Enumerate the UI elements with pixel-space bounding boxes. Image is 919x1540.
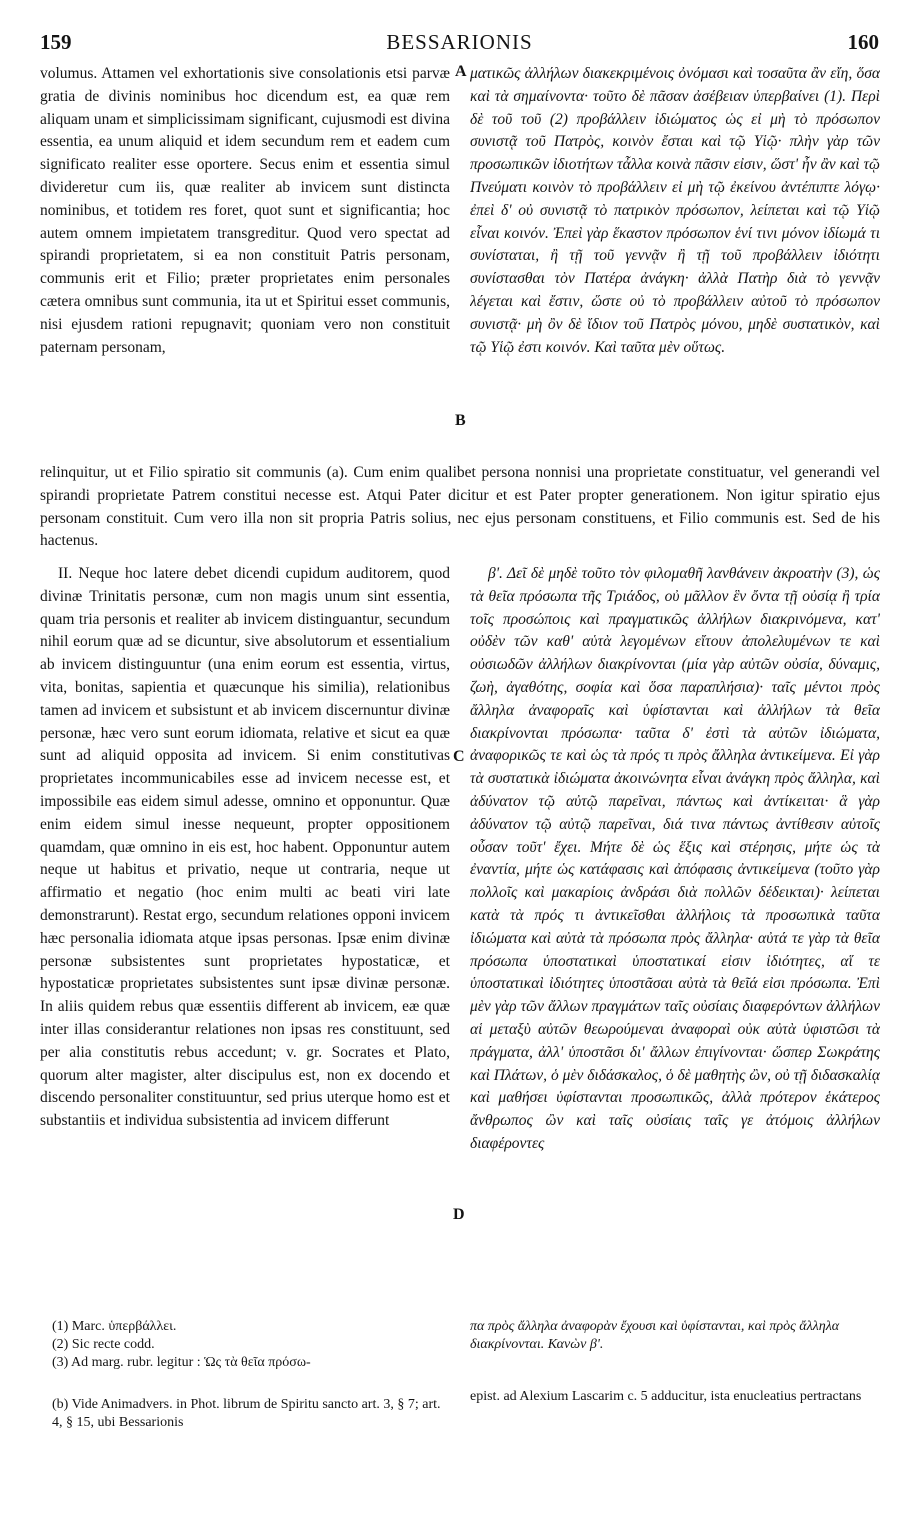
margin-letter-d: D — [453, 1206, 465, 1223]
greek-column-bottom — [470, 563, 880, 1301]
full-width-text: relinquitur, ut et Filio spiratio sit communis (a). Cum enim qualibet persona nonnisi una proprietate constituatur, vel generandi vel spirandi proprietate Patrem constitui necesse est. Atqui Pater dicitur et est Pater propter generationem. Non igitur spiratio ejus personam constituit. Cum vero illa non sit propria Patris solius, nec ejus personam constituens, et Filio communis est. Sed de his hactenus. — [40, 464, 880, 550]
latin-column-bottom — [40, 563, 450, 1301]
page-number-right: 160 — [847, 30, 879, 54]
page-number-left: 159 — [40, 30, 72, 54]
footnotes-right — [470, 1318, 880, 1406]
footnote-b: (b) Vide Animadvers. in Phot. librum de Spiritu sancto art. 3, § 7; art. 4, § 15, ubi Bessarionis — [52, 1397, 441, 1430]
footnote-continuation-latin: epist. ad Alexium Lascarim c. 5 adducitur, ista enucleatius pertractans — [470, 1389, 862, 1404]
margin-letter-b: B — [455, 412, 466, 429]
greek-paragraph-top: ματικῶς ἀλλήλων διακεκριμένοις ὀνόμασι καὶ τοσαῦτα ἂν εἴη, ὅσα καὶ τὰ σημαίνοντα· τοῦτο δὲ πᾶσαν ἀσέβειαν ὑπερβαίνει (1). Περὶ δὲ τοῦ τοῦ (2) προβάλλειν ἰδιώματος ὡς εἰ μὴ τὸ πρόσωπον συνιστᾷ τοῦ Πατρὸς, κοινὸν ἔσται καὶ τῷ Υἱῷ· πλὴν γὰρ τῶν προσωπικῶν ἰδιοτήτων τἆλλα κοινὰ πᾶσιν εἰσιν, ὥστ' ἦν ἂν καὶ τῷ Πνεύματι κοινὸν τὸ προβάλλειν εἰ μὴ τῷ ἐκείνου ἀντέπιπτε λόγῳ· ἐπεὶ δ' οὐ συνιστᾷ τὸ πατρικὸν πρόσωπον, λείπεται καὶ τῷ Υἱῷ εἶναι κοινόν. Ἐπεὶ γὰρ ἕκαστον πρόσωπον ἑνί τινι μόνον ἰδίωμά τι συνίσταται, ἢ τῇ τοῦ γεννᾷν ἢ τῇ τοῦ προβάλλειν ἰδιότητι συνίστασθαι τὸν Πατέρα ἀνάγκη· ἀλλὰ Πατὴρ διὰ τὸ γεννᾷν λέγεται καὶ ἔστιν, ὥστε οὐ τὸ προβάλλειν αὐτοῦ τὸ πρόσωπον συνιστᾷ· μὴ ὂν δὲ ἴδιον τοῦ Πατρὸς μόνου, μηδὲ συστατικὸν, καὶ τῷ Υἱῷ ἐστι κοινόν. Καὶ ταῦτα μὲν οὕτως. — [470, 65, 880, 356]
running-title: BESSARIONIS — [386, 30, 533, 54]
footnote-continuation-greek: πα πρὸς ἄλληλα ἀναφορὰν ἔχουσι καὶ ὑφίστανται, καὶ πρὸς ἄλληλα διακρίνονται. Κανὼν β'. — [470, 1319, 840, 1352]
margin-letter-a: A — [455, 63, 467, 80]
footnote: (1) Marc. ὑπερβάλλει. — [52, 1319, 177, 1334]
full-width-paragraph — [40, 462, 880, 554]
page-header — [40, 30, 879, 58]
latin-column-top — [40, 63, 450, 458]
footnote: (3) Ad marg. rubr. legitur : Ὡς τὰ θεῖα πρόσω- — [52, 1355, 311, 1370]
latin-paragraph-section-2: II. Neque hoc latere debet dicendi cupidum auditorem, quod divinæ Trinitatis personæ, cum non magis unum sint essentia, quam tria personis et realiter ab invicem distinguantur, secundum nihil eorum quæ ad se dicuntur, sive absolutorum et essentialium ab invicem distinguuntur (una enim eorum est essentia, virtus, vita, bonitas, sapientia et quæcunque his similia), relationibus tamen ad invicem et subsistunt et ab invicem discernuntur divinæ personæ, hæc vero sunt eorum idiomata, relative et sicut ea quæ sunt ad aliquid opposita ad invicem. Si enim constitutivas proprietates incommunicabiles esse ad invicem necesse est, et impossibile eas eidem simul adesse, omnino et opponuntur. Quæ enim eidem simul inesse nequeunt, propter oppositionem quamdam, quæ omnino in eis est, hoc habent. Opponuntur autem neque ut habitus et privatio, neque ut contraria, neque ut affirmatio et negatio (hoc enim multi ac beati viri late demonstrarunt). Restat ergo, secundum relationes opponi invicem hæc personalia idiomata atque ipsas personas. Ipsæ enim divinæ personæ subsistentes sunt proprietates hypostaticæ, et hypostaticæ proprietates subsistentes sunt ipsæ divinæ personæ. In aliis quidem rebus quæ essentiis different ab invicem, eæ quæ inter illas considerantur relationes non ipsas res constituunt, sed per alia constitutis rebus accedunt; v. gr. Socrates et Plato, quorum alter magister, alter discipulus est, non ex docendo et discendo personaliter constituuntur, sed prius uterque homo est et substantiis et individua subsistentia ad invicem differunt — [40, 565, 450, 1130]
footnote: (2) Sic recte codd. — [52, 1337, 155, 1352]
footnotes-left — [52, 1318, 452, 1432]
latin-paragraph-top: volumus. Attamen vel exhortationis sive consolationis etsi parvæ gratia de divinis nominibus hoc dicendum est, ea quæ rem aliquam unam et simplicissimam significant, cujusmodi est divina essentia, ea unum aliquid et idem secundum rem et eadem cum significato realiter esse oportere. Secus enim et essentia simul divideretur cum iis, quæ realiter ab invicem sunt distincta nominibus, et totidem res foret, quot sunt et significantia; hoc autem omnem impietatem transgreditur. Quod vero spectat ad spirandi proprietatem, si ea non constituit Patris personam, communis erit et Filio; præter proprietates enim personales cætera omnibus sunt communia, ita ut et Spiritui esset communis, nisi ejusdem rationi repugnavit; quoniam vero non constituit paternam personam, — [40, 65, 450, 356]
margin-letter-c: C — [453, 748, 465, 765]
greek-paragraph-section-2: β'. Δεῖ δὲ μηδὲ τοῦτο τὸν φιλομαθῆ λανθάνειν ἀκροατὴν (3), ὡς τὰ θεῖα πρόσωπα τῆς Τριάδος, οὐ μᾶλλον ἓν ὄντα τῇ οὐσίᾳ ἢ τρία τοῖς προσώποις καὶ πραγματικῶς ἀλλήλων διακρινόμενα, κατ' οὐδὲν τῶν καθ' αὑτὰ λεγομένων εἴτουν ἀπολελυμένων τε καὶ οὐσιωδῶν ἀλλήλων διακρίνονται (μία γὰρ αὐτῶν οὐσία, δύναμις, ζωὴ, ἀγαθότης, σοφία καὶ ὅσα παραπλήσια)· ταῖς μέντοι πρὸς ἄλληλα ἀναφοραῖς καὶ ὑφίστανται καὶ ἀλλήλων τὰ θεῖα διακρίνονται πρόσωπα· ταῦτα δ' ἐστὶ τὰ αὐτῶν ἰδιώματα, ἀναφορικῶς τε καὶ ὡς τὰ πρός τι πρὸς ἄλληλα ἀντικείμενα. Εἰ γὰρ τὰ συστατικὰ ἰδιώματα ἀκοινώνητα εἶναι ἀνάγκη πρὸς ἄλληλα, καὶ ἀδύνατον τῷ αὐτῷ παρεῖναι, πάντως καὶ ἀντίκειται· ἃ γὰρ ἀδύνατον τῷ αὐτῷ παρεῖναι, διά τινα πάντως ἀντίθεσιν αὐτοῖς οὖσαν τοῦτ' ἔχει. Μήτε δὲ ὡς ἕξις καὶ στέρησις, μήτε ὡς τὰ ἐναντία, μήτε ὡς κατάφασις καὶ ἀπόφασις ἀντικείμενα (τοῦτο γὰρ πολλοῖς καὶ μακαρίοις ἀνδράσι διὰ πολλῶν δέδεικται)· λείπεται κατὰ τὰ πρός τι ἀντικεῖσθαι ἀλλήλοις τὰ προσωπικὰ ταῦτα ἰδιώματα καὶ αὐτὰ τὰ πρόσωπα πρὸς ἄλληλα· αὐτά τε γὰρ τὰ θεῖα πρόσωπα ὑποστατικαὶ ὑποστατικαί εἰσιν ἰδιότητες, αἵ τε ὑποστατικαὶ ἰδιότητες ὑποστᾶσαι αὐτὰ τὰ θεῖά εἰσι πρόσωπα. Ἐπὶ μὲν γὰρ τῶν ἄλλων πραγμάτων ταῖς οὐσίαις διαφερόντων ἀλλήλων αἱ μεταξὺ αὐτῶν θεωρούμεναι ἀναφοραὶ οὐκ αὐτὰ ὑφιστῶσι τὰ πράγματα, ἀλλ' ὑποστᾶσι δι' ἄλλων ἐπιγίνονται· ὥσπερ Σωκράτης καὶ Πλάτων, ὁ μὲν διδάσκαλος, ὁ δὲ μαθητὴς ὢν, οὐ τῇ διδασκαλίᾳ καὶ μαθήσει ὑφίστανται προσωπικῶς, ἀλλὰ πρότερον ἑκάτερος ἄνθρωπος ὢν καὶ ταῖς οὐσίαις ταῖς γε ἀτόμοις ἀλλήλων διαφέροντες — [470, 565, 880, 1152]
greek-column-top — [470, 63, 880, 458]
